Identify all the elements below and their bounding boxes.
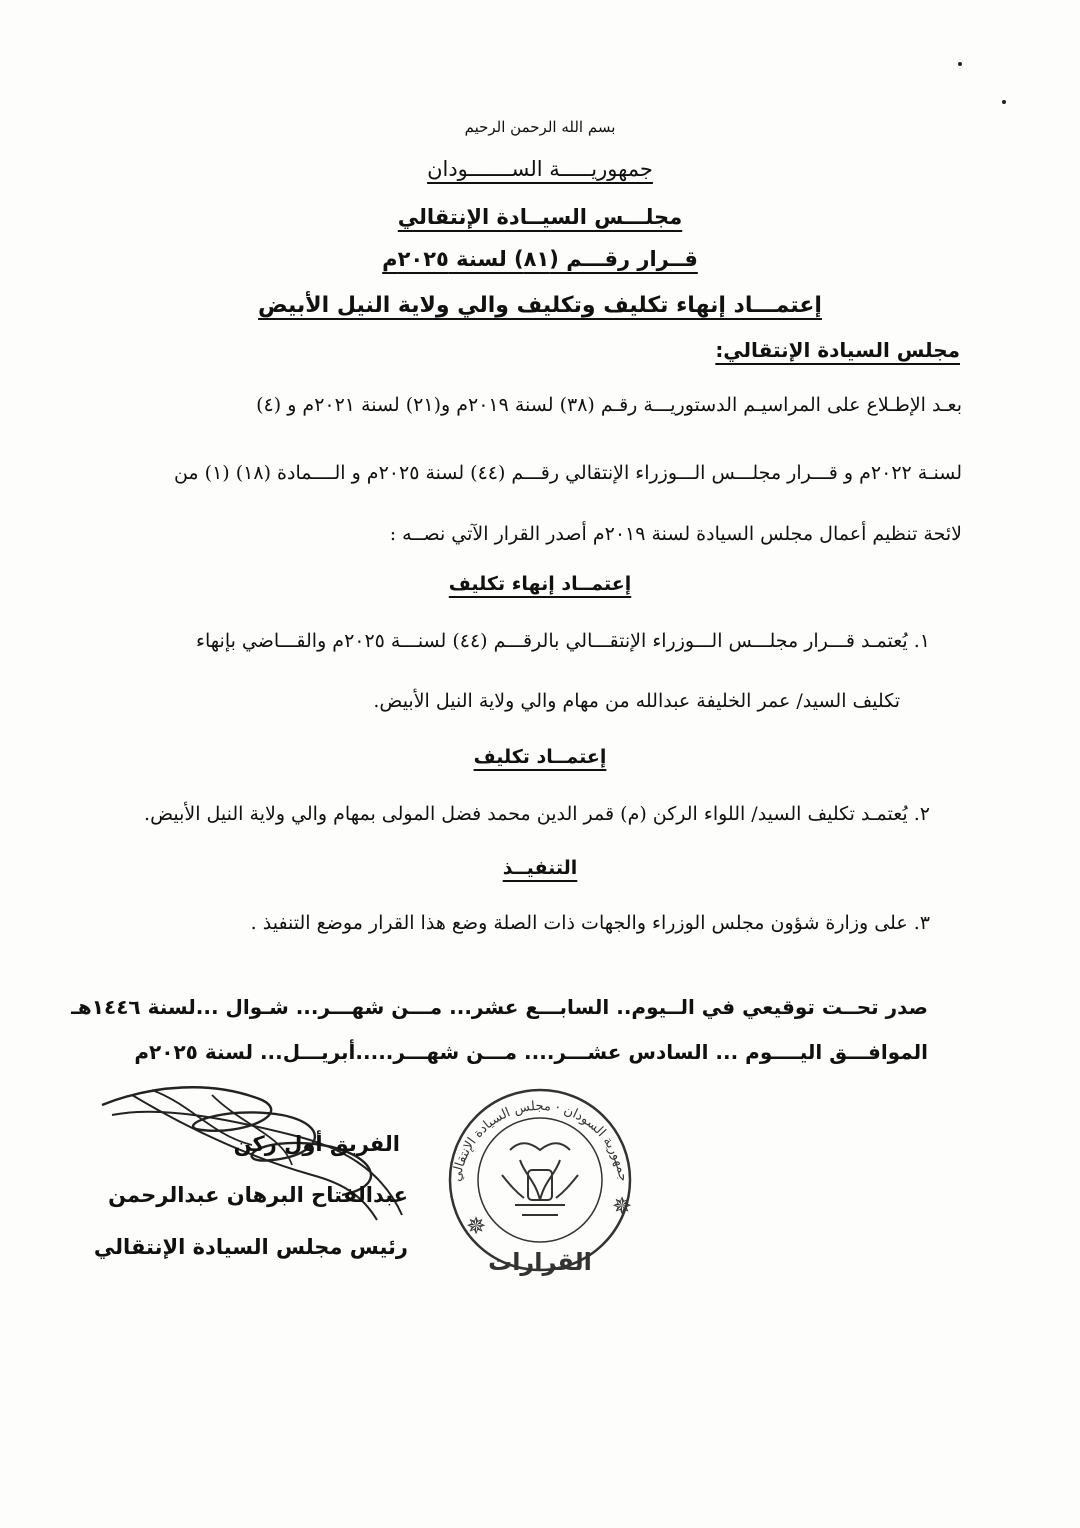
item-1-line-1: ١. يُعتمـد قـــرار مجلـــس الـــوزراء الإنتقـــالي بالرقـــم (٤٤) لسنـــة ٢٠٢٥م والقـــاضي بإنهاء bbox=[196, 630, 930, 652]
issuance-line-gregorian: الموافـــق اليــــوم ... السادس عشـــر.... مـــن شهـــر.....أبريـــل... لسنة ٢٠٢٥م bbox=[134, 1040, 928, 1064]
scan-speck bbox=[958, 62, 962, 66]
preamble-line-1: بعـد الإطـلاع على المراسيـم الدستوريـــة رقـم (٣٨) لسنة ٢٠١٩م و(٢١) لسنة ٢٠٢١م و (٤) bbox=[256, 394, 962, 416]
section-heading-execution: التنفيــذ bbox=[502, 857, 578, 879]
star-icon: ✵ bbox=[612, 1192, 633, 1220]
star-icon: ✵ bbox=[466, 1212, 487, 1240]
item-1-line-2: تكليف السيد/ عمر الخليفة عبدالله من مهام والي ولاية النيل الأبيض. bbox=[373, 690, 900, 712]
preamble-line-3: لائحة تنظيم أعمال مجلس السيادة لسنة ٢٠١٩م أصدر القرار الآتي نصــه : bbox=[389, 523, 962, 545]
item-3: ٣. على وزارة شؤون مجلس الوزراء والجهات ذات الصلة وضع هذا القرار موضع التنفيذ . bbox=[250, 912, 930, 934]
signatory-name: عبدالفتاح البرهان عبدالرحمن bbox=[108, 1183, 408, 1207]
issuance-line-hijri: صدر تحــت توقيعي في الــيوم.. السابـــع عشر... مـــن شهـــر... شـوال ...لسنة ١٤٤٦هـ bbox=[71, 995, 928, 1019]
item-2: ٢. يُعتمـد تكليف السيد/ اللواء الركن (م) قمر الدين محمد فضل المولى بمهام والي ولاية النيل الأبيض. bbox=[144, 803, 930, 825]
basmala: بسم الله الرحمن الرحيم bbox=[464, 118, 616, 136]
scan-speck bbox=[1002, 100, 1006, 104]
signatory-title: رئيس مجلس السيادة الإنتقالي bbox=[93, 1235, 408, 1259]
preamble-line-2: لسنـة ٢٠٢٢م و قـــرار مجلـــس الـــوزراء الإنتقالي رقـــم (٤٤) لسنة ٢٠٢٥م و الــــمادة (١٨) (١) من bbox=[173, 462, 962, 484]
section-heading-appointment: إعتمــاد تكليف bbox=[473, 746, 607, 768]
republic-heading: جمهوريـــــة الســـــــودان bbox=[427, 157, 653, 181]
decree-number: قــرار رقـــم (٨١) لسنة ٢٠٢٥م bbox=[382, 247, 698, 271]
section-heading-end-assignment: إعتمــاد إنهاء تكليف bbox=[448, 573, 632, 595]
decree-subject: إعتمـــاد إنهاء تكليف وتكليف والي ولاية النيل الأبيض bbox=[258, 293, 822, 318]
preamble-label: مجلس السيادة الإنتقالي: bbox=[715, 338, 960, 362]
emblem-icon bbox=[502, 1143, 578, 1215]
seal-text: جمهورية السودان · مجلس السيادة الإنتقالي bbox=[449, 1098, 631, 1183]
signatory-rank: الفريق أول ركن bbox=[233, 1132, 400, 1156]
seal-bottom-text: القرارات bbox=[488, 1248, 592, 1276]
official-seal bbox=[440, 1080, 640, 1290]
council-heading: مجلـــس السيــادة الإنتقالي bbox=[397, 205, 683, 229]
